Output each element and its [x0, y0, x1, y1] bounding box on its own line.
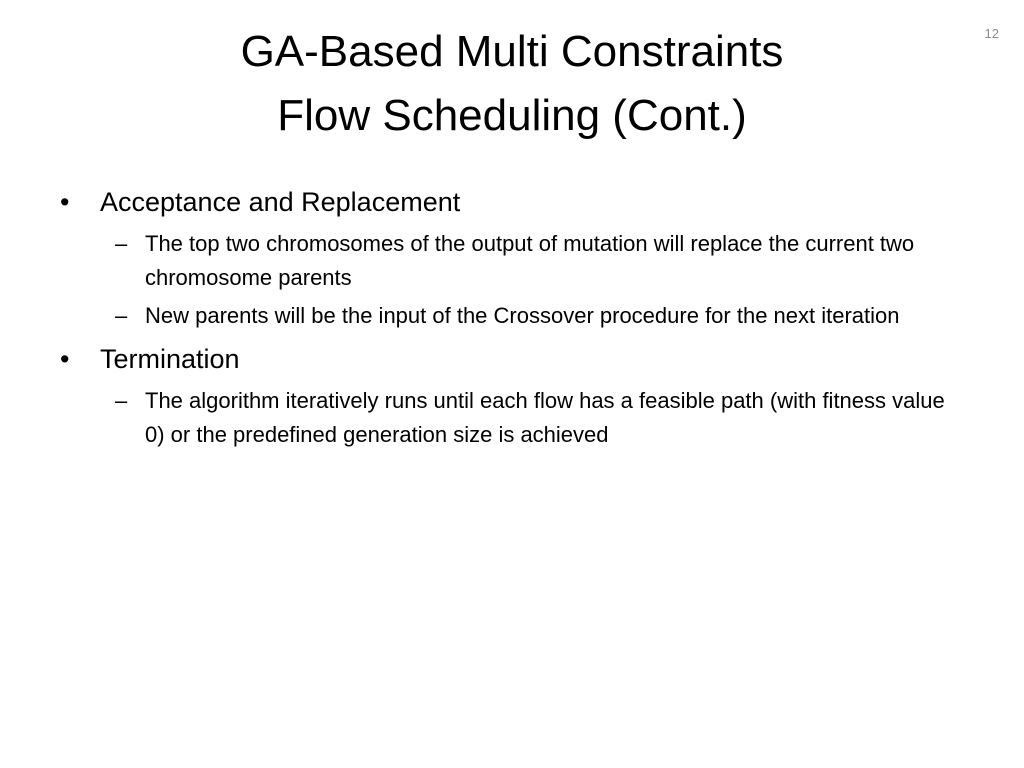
bullet-text: Acceptance and Replacement	[100, 187, 461, 217]
dash-marker: –	[115, 231, 128, 257]
dash-marker: –	[115, 303, 128, 329]
dash-marker: –	[115, 387, 128, 413]
bullet-item-termination	[58, 342, 968, 452]
slide-number: 12	[984, 26, 999, 41]
slide-title-line-1: GA-Based Multi Constraints	[240, 27, 784, 76]
sub-bullet-text: New parents will be the input of the Crossover procedure for the next iteration	[145, 303, 900, 329]
sub-bullet-text: The algorithm iteratively runs until each flow has a feasible path (with fitness value 0) or the predefined generation size is achieved	[145, 387, 945, 447]
bullet-item-acceptance	[58, 185, 968, 334]
slide-title	[0, 20, 1024, 148]
sub-bullet-list	[100, 384, 968, 452]
bullet-list	[58, 185, 968, 452]
slide-body	[58, 185, 968, 460]
sub-bullet-item	[100, 227, 968, 295]
bullet-text: Termination	[100, 343, 240, 374]
sub-bullet-item	[100, 299, 968, 333]
bullet-marker: •	[60, 187, 70, 217]
sub-bullet-item	[100, 384, 968, 452]
sub-bullet-text: The top two chromosomes of the output of mutation will replace the current two chromosome parents	[145, 231, 915, 291]
slide-title-line-2: Flow Scheduling (Cont.)	[277, 91, 747, 141]
bullet-marker: •	[60, 343, 70, 374]
sub-bullet-list	[100, 227, 968, 333]
